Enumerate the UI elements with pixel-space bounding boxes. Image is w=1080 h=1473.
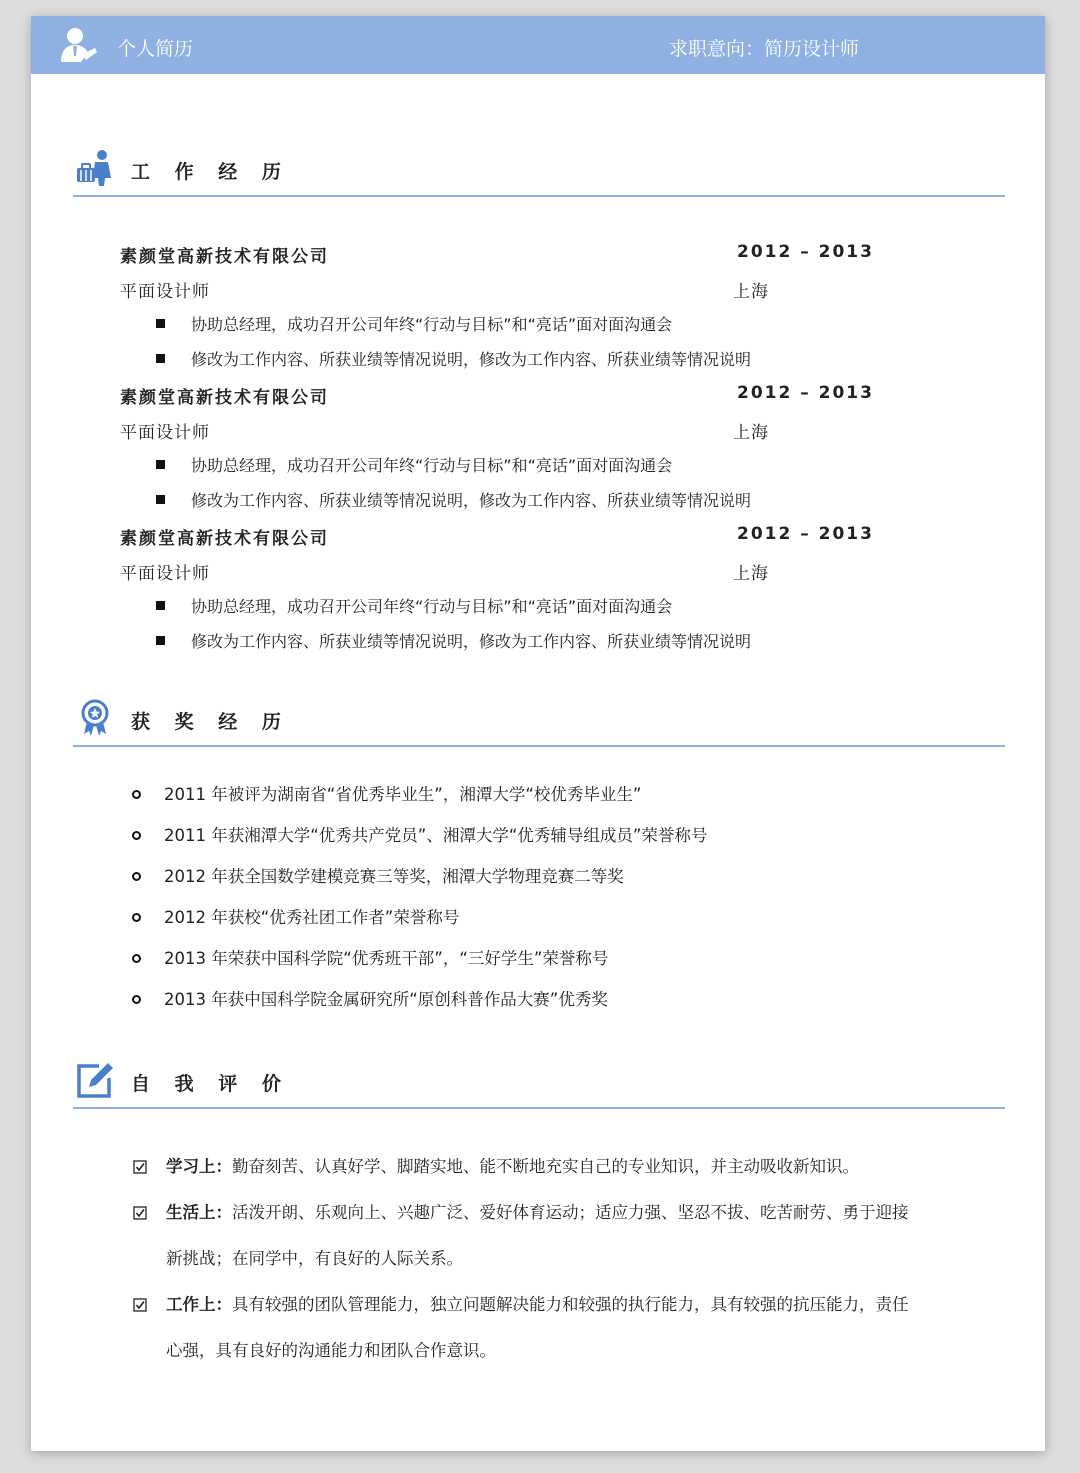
award-item: 2011 年被评为湖南省“省优秀毕业生”，湘潭大学“校优秀毕业生” bbox=[132, 781, 641, 805]
square-bullet-icon bbox=[156, 460, 165, 469]
award-medal-icon bbox=[75, 698, 115, 738]
job-bullet: 协助总经理，成功召开公司年终“行动与目标”和“亮话”面对面沟通会 bbox=[156, 594, 672, 617]
job-location: 上海 bbox=[733, 564, 769, 584]
job-role: 平面设计师 bbox=[120, 282, 210, 302]
section-divider bbox=[73, 1107, 1005, 1109]
job-role: 平面设计师 bbox=[120, 423, 210, 443]
self-eval-item bbox=[133, 1291, 909, 1315]
job-years: 2012 – 2013 bbox=[737, 524, 874, 544]
job-bullet: 修改为工作内容、所获业绩等情况说明，修改为工作内容、所获业绩等情况说明 bbox=[156, 488, 751, 511]
job-bullet: 协助总经理，成功召开公司年终“行动与目标”和“亮话”面对面沟通会 bbox=[156, 312, 672, 335]
job-objective: 求职意向：简历设计师 bbox=[669, 38, 860, 60]
self-eval-text-continued: 新挑战；在同学中，有良好的人际关系。 bbox=[166, 1249, 463, 1268]
job-bullet: 协助总经理，成功召开公司年终“行动与目标”和“亮话”面对面沟通会 bbox=[156, 453, 672, 476]
resume-title: 个人简历 bbox=[117, 38, 194, 60]
self-eval-item bbox=[133, 1199, 909, 1223]
awards-section-header bbox=[75, 698, 1005, 748]
self-eval-item bbox=[133, 1153, 859, 1177]
edit-pen-icon bbox=[75, 1060, 115, 1100]
award-item: 2013 年荣获中国科学院“优秀班干部”，“三好学生”荣誉称号 bbox=[132, 945, 608, 969]
self-eval-text: 具有较强的团队管理能力，独立问题解决能力和较强的执行能力，具有较强的抗压能力，责任 bbox=[232, 1295, 909, 1314]
circle-bullet-icon bbox=[132, 954, 141, 963]
work-section-title: 工 作 经 历 bbox=[131, 161, 290, 183]
square-bullet-icon bbox=[156, 495, 165, 504]
square-bullet-icon bbox=[156, 319, 165, 328]
company-name: 素颜堂高新技术有限公司 bbox=[120, 388, 329, 408]
self-eval-section-title: 自 我 评 价 bbox=[131, 1073, 290, 1095]
self-eval-label: 工作上： bbox=[166, 1295, 232, 1314]
award-item: 2012 年获校“优秀社团工作者”荣誉称号 bbox=[132, 904, 459, 928]
circle-bullet-icon bbox=[132, 831, 141, 840]
section-divider bbox=[73, 195, 1005, 197]
square-bullet-icon bbox=[156, 354, 165, 363]
job-bullet: 修改为工作内容、所获业绩等情况说明，修改为工作内容、所获业绩等情况说明 bbox=[156, 629, 751, 652]
header-bar bbox=[31, 16, 1045, 74]
briefcase-person-icon bbox=[75, 148, 115, 188]
work-section-header bbox=[75, 148, 1005, 198]
job-years: 2012 – 2013 bbox=[737, 242, 874, 262]
job-years: 2012 – 2013 bbox=[737, 383, 874, 403]
self-eval-label: 生活上： bbox=[166, 1203, 232, 1222]
self-eval-section-header bbox=[75, 1060, 1005, 1110]
section-divider bbox=[73, 745, 1005, 747]
company-name: 素颜堂高新技术有限公司 bbox=[120, 529, 329, 549]
checkbox-checked-icon bbox=[133, 1298, 147, 1312]
circle-bullet-icon bbox=[132, 995, 141, 1004]
job-location: 上海 bbox=[733, 282, 769, 302]
checkbox-checked-icon bbox=[133, 1160, 147, 1174]
resume-page bbox=[31, 16, 1045, 1451]
square-bullet-icon bbox=[156, 601, 165, 610]
circle-bullet-icon bbox=[132, 790, 141, 799]
checkbox-checked-icon bbox=[133, 1206, 147, 1220]
award-item: 2011 年获湘潭大学“优秀共产党员”、湘潭大学“优秀辅导组成员”荣誉称号 bbox=[132, 822, 707, 846]
self-eval-label: 学习上： bbox=[166, 1157, 232, 1176]
self-eval-text: 勤奋刻苦、认真好学、脚踏实地、能不断地充实自己的专业知识，并主动吸收新知识。 bbox=[232, 1157, 859, 1176]
award-item: 2012 年获全国数学建模竞赛三等奖，湘潭大学物理竞赛二等奖 bbox=[132, 863, 624, 887]
job-bullet: 修改为工作内容、所获业绩等情况说明，修改为工作内容、所获业绩等情况说明 bbox=[156, 347, 751, 370]
company-name: 素颜堂高新技术有限公司 bbox=[120, 247, 329, 267]
self-eval-text-continued: 心强，具有良好的沟通能力和团队合作意识。 bbox=[166, 1341, 496, 1360]
job-role: 平面设计师 bbox=[120, 564, 210, 584]
circle-bullet-icon bbox=[132, 872, 141, 881]
person-icon bbox=[59, 26, 99, 64]
circle-bullet-icon bbox=[132, 913, 141, 922]
award-item: 2013 年获中国科学院金属研究所“原创科普作品大赛”优秀奖 bbox=[132, 986, 608, 1010]
square-bullet-icon bbox=[156, 636, 165, 645]
job-location: 上海 bbox=[733, 423, 769, 443]
awards-section-title: 获 奖 经 历 bbox=[131, 711, 290, 733]
self-eval-text: 活泼开朗、乐观向上、兴趣广泛、爱好体育运动；适应力强、坚忍不拔、吃苦耐劳、勇于迎接 bbox=[232, 1203, 909, 1222]
